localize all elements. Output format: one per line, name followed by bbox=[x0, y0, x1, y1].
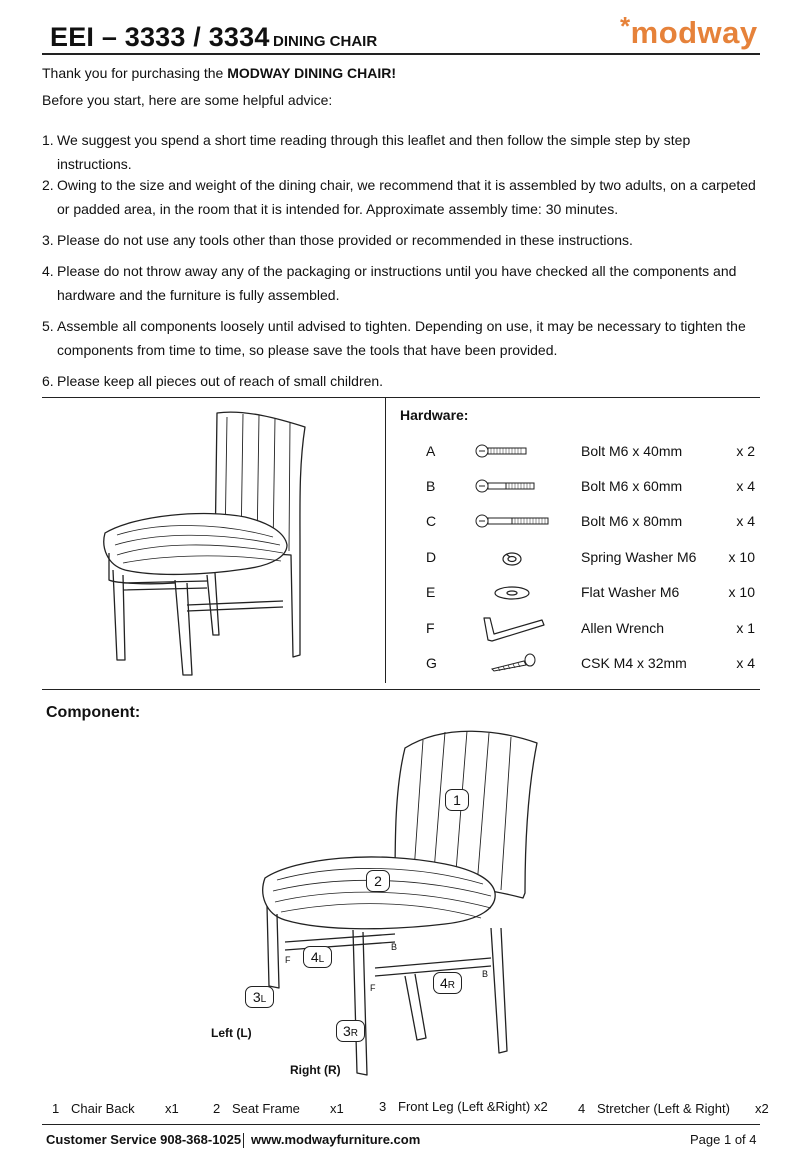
hardware-row-g bbox=[400, 652, 760, 676]
hardware-row-a bbox=[400, 440, 760, 464]
legend-qty-1: x1 bbox=[165, 1101, 179, 1116]
legend-name-1: Chair Back bbox=[71, 1101, 135, 1116]
screw-icon bbox=[488, 652, 540, 674]
section-divider bbox=[385, 397, 386, 683]
callout-sub: R bbox=[350, 1028, 359, 1039]
marker-b: B bbox=[391, 942, 398, 952]
marker-f: F bbox=[370, 983, 376, 993]
hardware-row-b bbox=[400, 475, 760, 499]
footer-separator bbox=[243, 1133, 244, 1148]
right-label: Right (R) bbox=[290, 1063, 341, 1077]
callout-4l bbox=[303, 946, 332, 968]
callout-3r bbox=[336, 1020, 365, 1042]
advice-num: 6. bbox=[42, 373, 54, 389]
advice-item-3 bbox=[42, 228, 760, 252]
left-label: Left (L) bbox=[211, 1026, 252, 1040]
advice-text: We suggest you spend a short time reading through this leaflet and then follow the simple step by step instructions. bbox=[57, 132, 691, 172]
advice-num: 1. bbox=[42, 132, 54, 148]
legend-name-4: Stretcher (Left & Right) bbox=[597, 1101, 730, 1116]
hardware-qty: x 2 bbox=[736, 443, 755, 459]
thanks-product: MODWAY DINING CHAIR! bbox=[227, 65, 397, 81]
hardware-name: Spring Washer M6 bbox=[581, 549, 697, 565]
advice-item-6 bbox=[42, 369, 760, 393]
legend-name-2: Seat Frame bbox=[232, 1101, 300, 1116]
callout-sub: L bbox=[260, 994, 267, 1005]
hardware-name: Allen Wrench bbox=[581, 620, 665, 636]
legend-num-3: 3 bbox=[379, 1099, 387, 1114]
hardware-qty: x 4 bbox=[736, 655, 755, 671]
legend-name-3: Front Leg (Left &Right) bbox=[398, 1099, 531, 1114]
advice-num: 2. bbox=[42, 177, 54, 193]
hardware-name: Bolt M6 x 80mm bbox=[581, 513, 683, 529]
section-rule-bottom bbox=[42, 689, 760, 690]
hardware-letter: G bbox=[426, 655, 437, 671]
flat-washer-icon bbox=[492, 585, 532, 601]
advice-item-4 bbox=[42, 259, 760, 307]
hardware-qty: x 4 bbox=[736, 513, 755, 529]
marker-b: B bbox=[482, 969, 489, 979]
thanks-line bbox=[42, 65, 396, 81]
callout-num: 3 bbox=[342, 1023, 351, 1039]
legend-num-2: 2 bbox=[213, 1101, 221, 1116]
component-title: Component: bbox=[46, 704, 141, 721]
hardware-letter: C bbox=[426, 513, 437, 529]
document-title: EEI – 3333 / 3334 bbox=[50, 22, 270, 52]
hardware-letter: E bbox=[426, 584, 436, 600]
advice-num: 4. bbox=[42, 263, 54, 279]
callout-sub: L bbox=[318, 954, 325, 965]
hardware-letter: A bbox=[426, 443, 436, 459]
modway-logo bbox=[620, 11, 758, 51]
customer-service: Customer Service 908-368-1025 bbox=[46, 1132, 242, 1147]
marker-f: F bbox=[285, 955, 291, 965]
page-number: Page 1 of 4 bbox=[690, 1132, 757, 1147]
logo-star-icon: * bbox=[620, 11, 631, 41]
allen-wrench-icon bbox=[480, 614, 548, 644]
hardware-row-c bbox=[400, 510, 760, 534]
advice-num: 3. bbox=[42, 232, 54, 248]
callout-3l bbox=[245, 986, 274, 1008]
callout-sub: R bbox=[447, 980, 456, 991]
advice-text: Please do not throw away any of the packaging or instructions until you have checked all the components and hardware and the furniture is fully assembled. bbox=[57, 263, 737, 303]
advice-text: Please keep all pieces out of reach of small children. bbox=[57, 373, 384, 389]
section-rule-top bbox=[42, 397, 760, 398]
advice-num: 5. bbox=[42, 318, 54, 334]
hardware-qty: x 4 bbox=[736, 478, 755, 494]
bolt-icon bbox=[475, 444, 535, 458]
hardware-qty: x 10 bbox=[728, 549, 755, 565]
legend-qty-3: x2 bbox=[534, 1099, 548, 1114]
hardware-name: Bolt M6 x 60mm bbox=[581, 478, 683, 494]
hardware-letter: D bbox=[426, 549, 437, 565]
chair-illustration-small bbox=[95, 405, 315, 680]
website-link[interactable]: www.modwayfurniture.com bbox=[251, 1132, 421, 1147]
hardware-name: Bolt M6 x 40mm bbox=[581, 443, 683, 459]
callout-num: 4 bbox=[439, 975, 448, 991]
callout-1: 1 bbox=[445, 789, 469, 811]
chair-exploded-illustration bbox=[252, 718, 545, 1083]
spring-washer-icon bbox=[500, 548, 524, 568]
bolt-icon bbox=[475, 514, 555, 528]
hardware-letter: F bbox=[426, 620, 435, 636]
advice-text: Assemble all components loosely until advised to tighten. Depending on use, it may be necessary to tighten the components from time to time, so please save the tools that have been provided. bbox=[57, 318, 746, 358]
legend-num-1: 1 bbox=[52, 1101, 60, 1116]
hardware-row-e bbox=[400, 581, 760, 605]
hardware-name: CSK M4 x 32mm bbox=[581, 655, 687, 671]
hardware-name: Flat Washer M6 bbox=[581, 584, 680, 600]
legend-qty-2: x1 bbox=[330, 1101, 344, 1116]
logo-text: modway bbox=[630, 15, 758, 50]
legend-qty-4: x2 bbox=[755, 1101, 769, 1116]
advice-line: Before you start, here are some helpful advice: bbox=[42, 92, 333, 108]
advice-item-2 bbox=[42, 173, 760, 221]
hardware-row-f bbox=[400, 617, 760, 641]
hardware-row-d bbox=[400, 546, 760, 570]
callout-4r bbox=[433, 972, 462, 994]
advice-text: Please do not use any tools other than those provided or recommended in these instructions. bbox=[57, 232, 633, 248]
callout-num: 3 bbox=[252, 989, 261, 1005]
callout-2: 2 bbox=[366, 870, 390, 892]
hardware-title: Hardware: bbox=[400, 407, 469, 423]
header-rule bbox=[42, 53, 760, 55]
hardware-qty: x 1 bbox=[736, 620, 755, 636]
hardware-letter: B bbox=[426, 478, 436, 494]
advice-item-1 bbox=[42, 128, 760, 176]
bolt-icon bbox=[475, 479, 545, 493]
thanks-prefix: Thank you for purchasing the bbox=[42, 65, 228, 81]
hardware-qty: x 10 bbox=[728, 584, 755, 600]
advice-item-5 bbox=[42, 314, 760, 362]
footer-rule bbox=[42, 1124, 760, 1125]
document-subtitle: DINING CHAIR bbox=[273, 33, 378, 50]
advice-text: Owing to the size and weight of the dining chair, we recommend that it is assembled by two adults, on a carpeted or padded area, in the room that it is intended for. Approximate assembly time: 30 minutes. bbox=[57, 177, 756, 217]
callout-num: 4 bbox=[310, 949, 319, 965]
legend-num-4: 4 bbox=[578, 1101, 586, 1116]
